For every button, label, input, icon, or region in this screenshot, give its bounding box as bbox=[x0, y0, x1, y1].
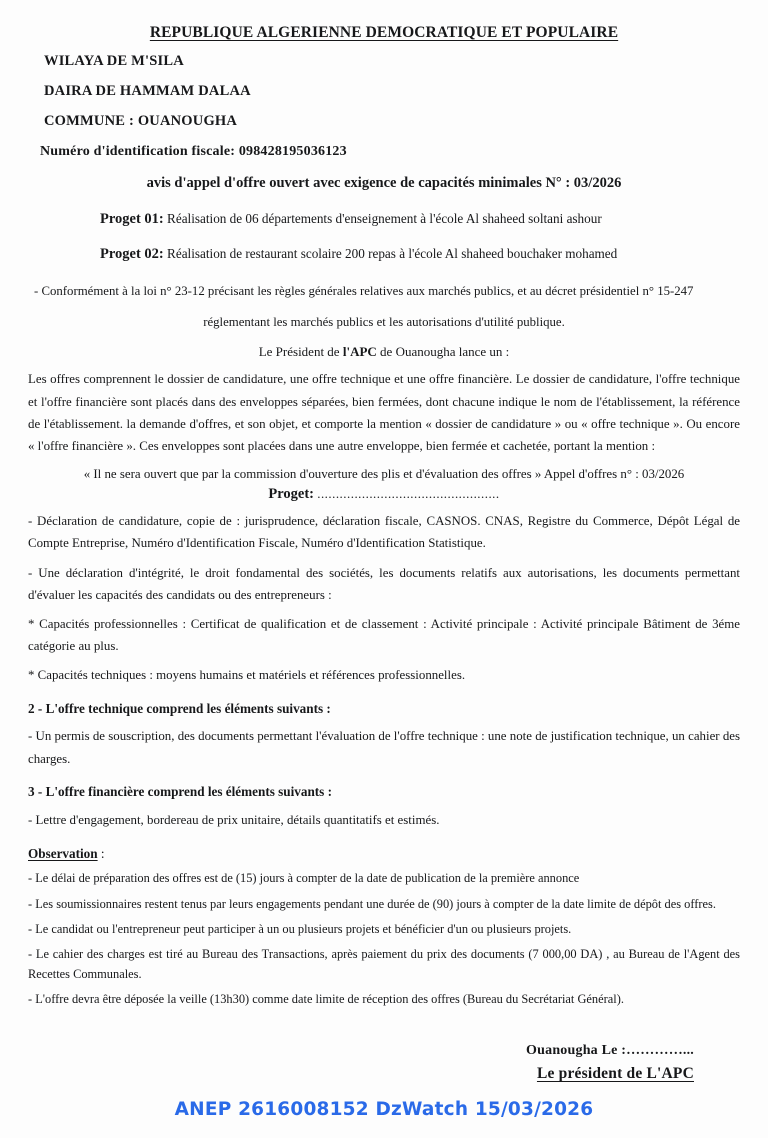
observation-item-5: - L'offre devra être déposée la veille (13h30) comme date limite de réception des offres (Bureau du Secrétariat Général). bbox=[28, 991, 624, 1006]
announcement-line bbox=[0, 344, 768, 360]
announcement-apc: l'APC bbox=[342, 344, 377, 360]
project-1-description: Réalisation de 06 départements d'enseignement à l'école Al shaheed soltani ashour bbox=[167, 210, 602, 226]
observation-item-4: - Le cahier des charges est tiré au Bureau des Transactions, après paiement du prix des documents (7 000,00 DA) , au Bureau de l'Agent des Recettes Communales. bbox=[28, 946, 740, 981]
organization-block bbox=[0, 54, 768, 159]
technical-offer-item: - Un permis de souscription, des documents permettant l'évaluation de l'offre technique : une note de justification technique, un cahier des charges. bbox=[28, 729, 740, 766]
financial-offer-item: - Lettre d'engagement, bordereau de prix unitaire, détails quantitatifs et estimés. bbox=[28, 812, 440, 827]
project-2-description: Réalisation de restaurant scolaire 200 repas à l'école Al shaheed bouchaker mohamed bbox=[167, 245, 618, 261]
candidature-item-4: * Capacités techniques : moyens humains et matériels et références professionnelles. bbox=[28, 668, 466, 683]
tender-headline: avis d'appel d'offre ouvert avec exigence de capacités minimales N° : 03/2026 bbox=[146, 175, 622, 192]
proget-blank-line bbox=[0, 486, 768, 503]
observation-item-2: - Les soumissionnaires restent tenus par leurs engagements pendant une durée de (90) jours à compter de la date limite de dépôt des offres. bbox=[28, 896, 716, 911]
observation-heading bbox=[28, 844, 740, 864]
project-line-2 bbox=[0, 245, 768, 263]
law-reference-line-1: - Conformément à la loi n° 23-12 précisant les règles générales relatives aux marchés publics, et au décret présidentiel n° 15-247 bbox=[34, 283, 694, 298]
commune-line: COMMUNE : OUANOUGHA bbox=[44, 112, 238, 129]
announcement-prefix: Le Président de bbox=[258, 344, 343, 360]
financial-offer-heading: 3 - L'offre financière comprend les éléments suivants : bbox=[28, 783, 333, 799]
daira-line: DAIRA DE HAMMAM DALAA bbox=[44, 82, 251, 99]
observation-item-3: - Le candidat ou l'entrepreneur peut participer à un ou plusieurs projets et bénéficier d'un ou plusieurs projets. bbox=[28, 921, 572, 936]
candidature-item-3: * Capacités professionnelles : Certificat de qualification et de classement : Activité principale : Activité principale Bâtiment de 3éme catégorie au plus. bbox=[28, 616, 740, 654]
observation-heading-label: Observation bbox=[28, 845, 98, 861]
sealed-mention: « Il ne sera ouvert que par la commission d'ouverture des plis et d'évaluation des offres » Appel d'offres n° : 03/2026 bbox=[83, 467, 685, 482]
main-paragraph: Les offres comprennent le dossier de candidature, une offre technique et une offre financière. Le dossier de candidature, l'offre technique et l'offre financière sont placés dans des enveloppes séparées, bien fermées, dont chacune indique le nom de l'établissement, la référence de l'établissement. la demande d'offres, et son objet, et comporte la mention « dossier de candidature » ou « offre technique ». Ou encore « l'offre financière ». Ces enveloppes sont placées dans une autre enveloppe, bien fermée et cachetée, portant la mention : bbox=[28, 372, 740, 454]
anep-footer: ANEP 2616008152 DzWatch 15/03/2026 bbox=[174, 1099, 594, 1120]
proget-blank-label: Proget: bbox=[268, 486, 314, 503]
law-reference-line-2: réglementant les marchés publics et les autorisations d'utilité publique. bbox=[203, 315, 565, 330]
candidature-item-1: - Déclaration de candidature, copie de : jurisprudence, déclaration fiscale, CASNOS. CNAS, Registre du Commerce, Dépôt Légal de Compte Entreprise, Numéro d'Identification Fiscale, Numéro d'Identification Statistique. bbox=[28, 514, 740, 551]
observation-heading-colon: : bbox=[97, 845, 105, 861]
observation-item-1: - Le délai de préparation des offres est de (15) jours à compter de la date de publication de la première annonce bbox=[28, 871, 580, 886]
signature-title: Le président de L'APC bbox=[536, 1065, 694, 1083]
signature-block bbox=[0, 1043, 768, 1083]
signature-place-date: Ouanougha Le :…………... bbox=[526, 1043, 694, 1059]
document-title: REPUBLIQUE ALGERIENNE DEMOCRATIQUE ET POPULAIRE bbox=[149, 24, 619, 41]
wilaya-line: WILAYA DE M'SILA bbox=[44, 53, 184, 69]
proget-blank-dots: ................................................. bbox=[317, 487, 500, 502]
project-2-label: Proget 02: bbox=[100, 245, 164, 262]
project-line-1 bbox=[0, 210, 768, 228]
fiscal-id-line: Numéro d'identification fiscale: 098428195036123 bbox=[40, 143, 347, 159]
technical-offer-heading: 2 - L'offre technique comprend les éléments suivants : bbox=[28, 700, 331, 716]
candidature-item-2: - Une déclaration d'intégrité, le droit fondamental des sociétés, les documents relatifs aux autorisations, les documents permettant d'évaluer les capacités des candidats ou des entrepreneurs : bbox=[28, 565, 740, 602]
announcement-suffix: de Ouanougha lance un : bbox=[376, 344, 510, 360]
project-1-label: Proget 01: bbox=[100, 210, 164, 227]
